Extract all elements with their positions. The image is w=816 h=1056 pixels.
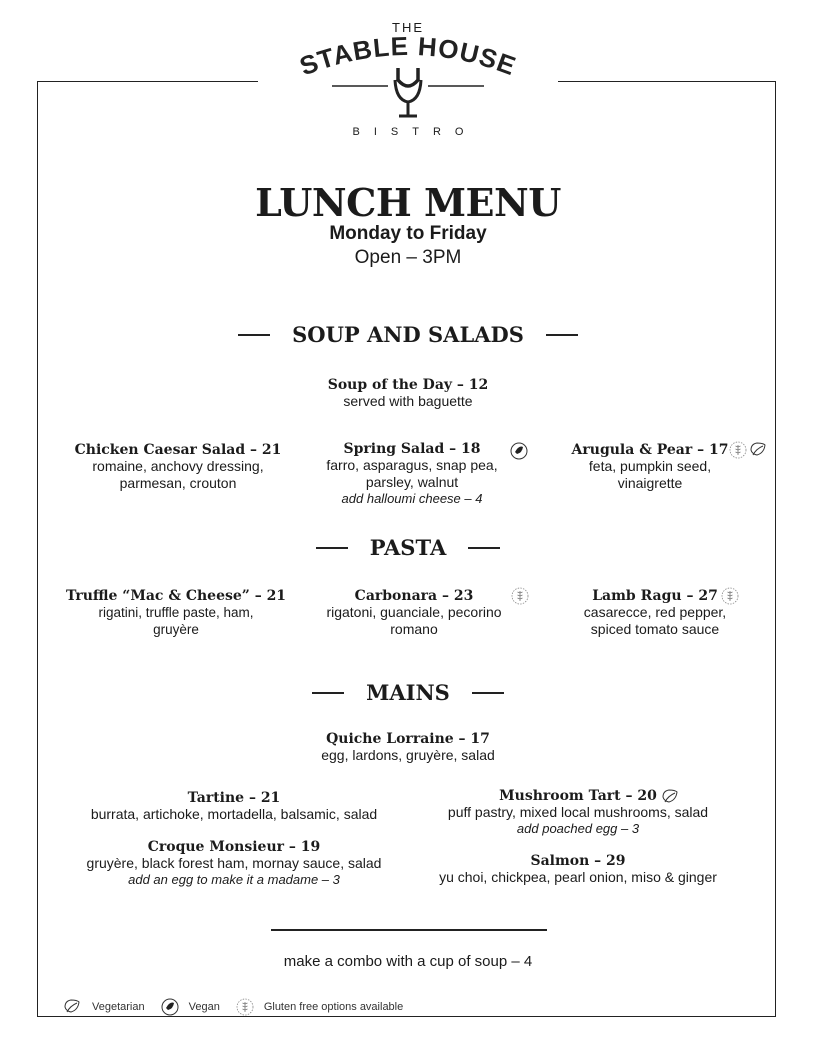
gluten-free-icon	[236, 998, 254, 1016]
menu-item-mushroom-tart: Mushroom Tart – 20 puff pastry, mixed local mushrooms, salad add poached egg – 3	[447, 788, 709, 836]
menu-title: LUNCH MENU	[255, 180, 561, 225]
vegetarian-icon	[660, 788, 680, 806]
logo-wordmark	[280, 18, 536, 128]
restaurant-logo	[280, 18, 536, 146]
combo-note: make a combo with a cup of soup – 4	[283, 953, 533, 970]
vegan-icon	[161, 998, 179, 1016]
logo-name-text: STABLE HOUSE	[295, 30, 521, 82]
legend-vegetarian-label: Vegetarian	[92, 1001, 145, 1013]
menu-subtitle: Monday to Friday	[329, 223, 487, 244]
menu-item-croque-monsieur: Croque Monsieur – 19 gruyère, black forest ham, mornay sauce, salad add an egg to make it a madame – 3	[86, 839, 382, 887]
menu-item-quiche: Quiche Lorraine – 17 egg, lardons, gruyère, salad	[321, 731, 495, 763]
vegetarian-icon	[748, 441, 768, 459]
vegan-icon	[510, 442, 528, 460]
logo-bistro-text: BISTRO	[352, 126, 478, 138]
dietary-legend	[62, 997, 419, 1017]
menu-item-caesar: Chicken Caesar Salad – 21 romaine, anchovy dressing, parmesan, crouton	[74, 442, 282, 491]
section-mains-heading: MAINS	[0, 680, 816, 705]
footer-divider	[271, 929, 547, 931]
menu-item-soup: Soup of the Day – 12 served with baguette	[327, 377, 489, 409]
menu-item-arugula: Arugula & Pear – 17 feta, pumpkin seed, vinaigrette	[571, 442, 729, 491]
menu-item-lamb-ragu: Lamb Ragu – 27 casarecce, red pepper, spiced tomato sauce	[583, 588, 727, 637]
gluten-free-icon	[511, 587, 529, 605]
menu-item-carbonara: Carbonara – 23 rigatoni, guanciale, pecorino romano	[326, 588, 502, 637]
gluten-free-icon	[729, 441, 747, 459]
menu-item-truffle-mac: Truffle “Mac & Cheese” – 21 rigatini, truffle paste, ham, gruyère	[65, 588, 287, 637]
gluten-free-icon	[721, 587, 739, 605]
vegetarian-icon	[62, 998, 82, 1016]
section-pasta-heading: PASTA	[0, 535, 816, 560]
legend-gluten-free-label: Gluten free options available	[263, 1001, 404, 1013]
section-soup-salads-heading: SOUP AND SALADS	[0, 322, 816, 347]
legend-vegan-label: Vegan	[188, 1001, 220, 1013]
menu-item-salmon: Salmon – 29 yu choi, chickpea, pearl onion, miso & ginger	[439, 853, 717, 885]
horseshoe-icon	[398, 68, 418, 86]
menu-hours: Open – 3PM	[354, 247, 462, 268]
menu-item-spring-salad: Spring Salad – 18 farro, asparagus, snap pea, parsley, walnut add halloumi cheese – 4	[326, 441, 498, 506]
menu-item-tartine: Tartine – 21 burrata, artichoke, mortadella, balsamic, salad	[90, 790, 378, 822]
logo-the-text: THE	[392, 20, 424, 35]
